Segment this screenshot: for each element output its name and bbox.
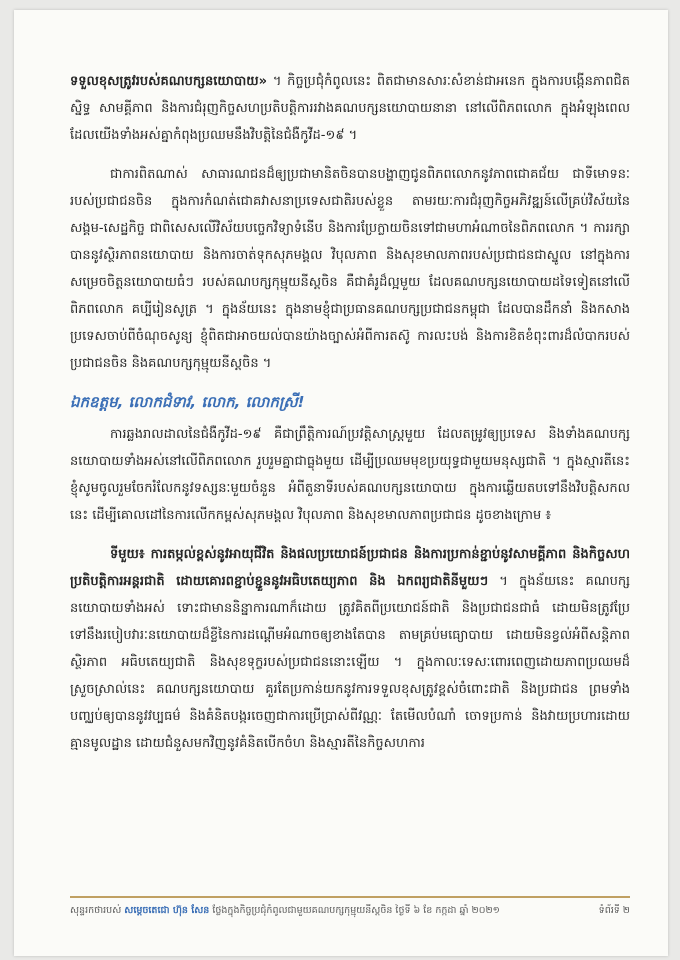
paragraph-4-text: ។ ក្នុងន័យនេះ គណបក្សនយោបាយទាំងអស់ ទោះជាមាននិន្នាការណាក៏ដោយ ត្រូវគិតពីប្រយោជន៍ជាតិ និងប្រជាជនជាធំ ដោយមិនត្រូវប្រែទៅនឹងរបៀបវារៈនយោបាយដ៏ខ្លីនៃការដណ្តើមអំណាចឲ្យខាងតែបាន តាមគ្រប់មធ្យោបាយ ដោយមិនខ្វល់អំពីសន្តិភាព ស្ថិរភាព អធិបតេយ្យជាតិ និងសុខទុក្ខរបស់ប្រជាជននោះឡើយ ។ ក្នុងកាលៈទេសៈពោរពេញដោយភាពប្រឈមដ៏ស្រួចស្រាល់នេះ គណបក្សនយោបាយ គួរតែប្រកាន់យកនូវការទទួលខុសត្រូវខ្ពស់ចំពោះជាតិ និងប្រជាជន ព្រមទាំងបញ្ឈប់ឲ្យបាននូវវប្បធម៌ និងគំនិតបង្ករចេញជាការប្រើប្រាស់ពីវណ្ណៈ តែមើលបំណាំ ចោទប្រកាន់ និងវាយប្រហារដោយគ្មានមូលដ្ឋាន ដោយជំនួសមកវិញនូវគំនិតបើកចំហ និងស្មារតីនៃកិច្ចសហការ xyxy=(70,574,630,751)
footer-suffix: ថ្លែងក្នុងកិច្ចប្រជុំកំពូលជាមួយគណបក្សកុម្មុយនីស្តចិន ថ្ងៃទី ៦ ខែ កក្កដា ឆ្នាំ ២០២១ xyxy=(212,905,500,916)
footer-prefix: សុន្ទរកថារបស់ xyxy=(70,905,122,916)
paragraph-2 xyxy=(70,161,630,377)
footer-divider xyxy=(70,896,630,898)
document-body xyxy=(70,68,630,769)
paragraph-3-text: ការឆ្លងរាលដាលនៃជំងឺកូវីដ-១៩ គឺជាព្រឹត្តិការណ៍ប្រវត្តិសាស្ត្រមួយ ដែលតម្រូវឲ្យប្រទេស និងទាំងគណបក្សនយោបាយទាំងអស់នៅលើពិភពលោក រួបរួមគ្នាជាធ្លុងមួយ ដើម្បីប្រឈមមុខប្រយុទ្ធជាមួយមនុស្សជាតិ ។ ក្នុងស្មារតីនេះ ខ្ញុំសូមចូលរួមចែករំលែកនូវទស្សនៈមួយចំនួន អំពីតួនាទីរបស់គណបក្សនយោបាយ ក្នុងការឆ្លើយតបទៅនឹងវិបត្តិសកលនេះ ដើម្បីគោលដៅនៃការលើកកម្ពស់សុភមង្គល វិបុលភាព និងសុខមាលភាពប្រជាជន ដូចខាងក្រោម ៖ xyxy=(70,427,630,523)
page-number: ទំព័រទី ២ xyxy=(598,905,630,916)
paragraph-2-text: ជាការពិតណាស់ សាធារណជនដ៏ឲ្យប្រជាមានិតចិនបានបង្ហាញជូនពិភពលោកនូវភាពជោគជ័យ ជាទីមោទនៈរបស់ប្រជាជនចិន ក្នុងការកំណត់ជោគវាសនាប្រទេសជាតិរបស់ខ្លួន តាមរយៈការជំរុញកិច្ចអភិវឌ្ឍន៍លើគ្រប់វិស័យនៃសង្គម-សេដ្ឋកិច្ច ជាពិសេសលើវិស័យបច្ចេកវិទ្យាទំនើប និងការប្រែក្លាយចិនទៅជាមហាអំណាចនៃពិភពលោក ។ ការរក្សាបាននូវស្ថិរភាពនយោបាយ និងការចាត់ទុកសុភមង្គល វិបុលភាព និងសុខមាលភាពរបស់ប្រជាជនជាស្នូល នៅក្នុងការសម្រេចចិត្តនយោបាយធំៗ របស់គណបក្សកុម្មុយនីស្តចិន គឺជាគំរូដ៏ល្អមួយ ដែលគណបក្សនយោបាយដទៃទៀតនៅលើពិភពលោក គប្បីរៀនសូត្រ ។ ក្នុងន័យនេះ ក្នុងនាមខ្ញុំជាប្រធានគណបក្សប្រជាជនកម្ពុជា ដែលបានដឹកនាំ និងកសាងប្រទេសចាប់ពីចំណុចសូន្យ ខ្ញុំពិតជាអាចយល់បានយ៉ាងច្បាស់អំពីការតស៊ូ ការលះបង់ និងការខិតខំពុះពារដ៏លំបាករបស់ប្រជាជនចិន និងគណបក្សកុម្មុយនីស្តចិន ។ xyxy=(70,167,630,371)
document-page xyxy=(14,10,668,956)
paragraph-4-lead: ទីមួយ៖ ការតម្កល់ខ្ពស់នូវអាយុជីវិត និងផលប្រយោជន៍ប្រជាជន និងការប្រកាន់ខ្ជាប់នូវសាមគ្គីភាព និងកិច្ចសហប្រតិបត្តិការអន្តរជាតិ ដោយគោរពខ្ជាប់ខ្ជួននូវអធិបតេយ្យភាព និង ឯកពរ្យជាតិនីមួយៗ xyxy=(70,547,630,589)
paragraph-4 xyxy=(70,541,630,757)
paragraph-1-text: ។ កិច្ចប្រជុំកំពូលនេះ ពិតជាមានសារៈសំខាន់ជាអនេក ក្នុងការបង្កើនភាពជិតស្និទ្ធ សាមគ្គីភាព និងការជំរុញកិច្ចសហប្រតិបត្តិការរវាងគណបក្សនយោបាយនានា នៅលើពិភពលោក ក្នុងអំឡុងពេលដែលយើងទាំងអស់គ្នាកំពុងប្រឈមនឹងវិបត្តិនៃជំងឺកូវីដ-១៩ ។ xyxy=(70,74,630,143)
paragraph-1 xyxy=(70,68,630,149)
salutation-heading: ឯកឧត្តម, លោកជំទាវ, លោក, លោកស្រី! xyxy=(70,393,305,411)
paragraph-3 xyxy=(70,421,630,529)
page-footer xyxy=(70,904,630,918)
footer-caption xyxy=(70,904,500,918)
paragraph-1-lead: ទទួលខុសត្រូវរបស់គណបក្សនយោបាយ» xyxy=(70,74,268,89)
footer-speaker-name: សម្តេចតេជោ ហ៊ុន សែន xyxy=(124,905,210,916)
